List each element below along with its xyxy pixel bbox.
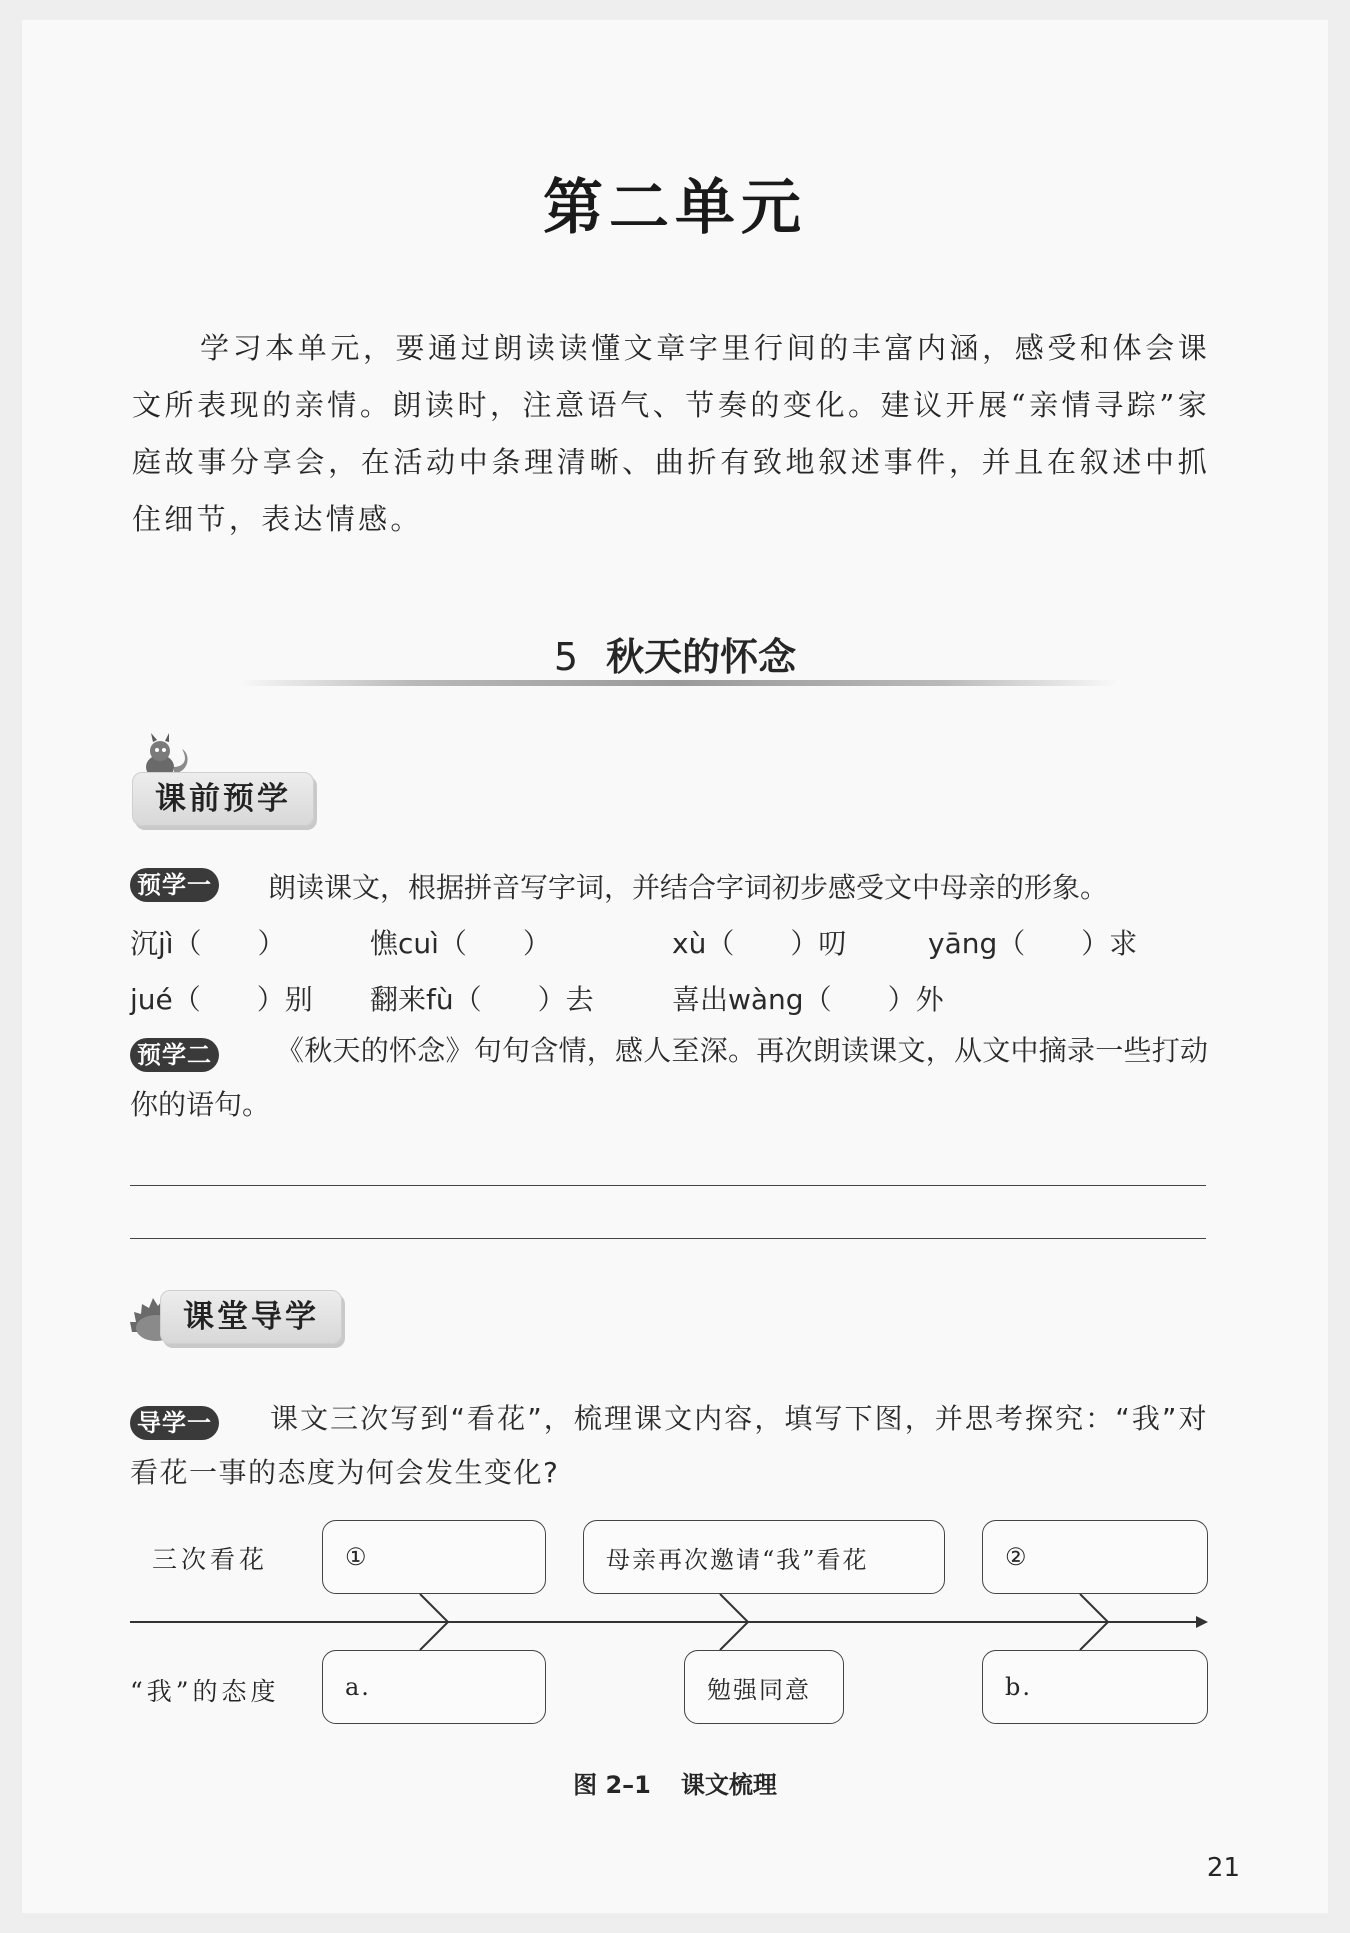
pinyin-item: 喜出wàng（ ）外 <box>672 983 944 1016</box>
figure-number: 图 2–1 <box>573 1771 651 1799</box>
preview-task1-tag: 预学一 <box>130 868 219 902</box>
guide-section-heading: 课堂导学 <box>160 1290 342 1344</box>
lesson-number: 5 <box>553 635 579 679</box>
diagram-box-top-1[interactable]: ① <box>322 1520 546 1594</box>
figure-caption <box>0 1765 1350 1800</box>
unit-intro: 学习本单元，要通过朗读读懂文章字里行间的丰富内涵，感受和体会课文所表现的亲情。朗读时，注意语气、节奏的变化。建议开展“亲情寻踪”家庭故事分享会，在活动中条理清晰、曲折有致地叙述事件，并且在叙述中抓住细节，表达情感。 <box>132 331 1210 536</box>
pinyin-item: jué（ ）别 <box>130 983 313 1016</box>
diagram-box-bottom-3[interactable]: b. <box>982 1650 1208 1724</box>
page-number: 21 <box>1206 1853 1240 1883</box>
unit-title: 第二单元 <box>543 173 807 243</box>
diagram-box-top-3[interactable]: ② <box>982 1520 1208 1594</box>
preview-task2-text: 《秋天的怀念》句句含情，感人至深。再次朗读课文，从文中摘录一些打动你的语句。 <box>130 1034 1208 1121</box>
pinyin-item: 沉jì（ ） <box>130 927 286 960</box>
preview-section-heading: 课前预学 <box>132 772 314 826</box>
diagram-box-bottom-1[interactable]: a. <box>322 1650 546 1724</box>
diagram-row1-label: 三次看花 <box>152 1545 269 1574</box>
guide-task1-text: 课文三次写到“看花”，梳理课文内容，填写下图，并思考探究：“我”对看花一事的态度为何会发生变化? <box>130 1402 1208 1489</box>
diagram-row2-label: “我”的态度 <box>130 1677 280 1706</box>
pinyin-item: yāng（ ）求 <box>928 927 1138 960</box>
diagram-box-top-2: 母亲再次邀请“我”看花 <box>583 1520 945 1594</box>
guide-task1-tag: 导学一 <box>130 1406 219 1440</box>
lesson-name: 秋天的怀念 <box>606 635 797 679</box>
preview-task2-tag: 预学二 <box>130 1038 219 1072</box>
preview-task1-text: 朗读课文，根据拼音写字词，并结合字词初步感受文中母亲的形象。 <box>268 871 1109 904</box>
timeline-arrowhead <box>1196 1616 1208 1628</box>
pinyin-item: xù（ ）叨 <box>672 927 847 960</box>
diagram-box-bottom-2: 勉强同意 <box>684 1650 844 1724</box>
figure-title: 课文梳理 <box>680 1771 777 1799</box>
pinyin-item: 憔cuì（ ） <box>370 927 551 960</box>
pinyin-item: 翻来fù（ ）去 <box>370 983 594 1016</box>
